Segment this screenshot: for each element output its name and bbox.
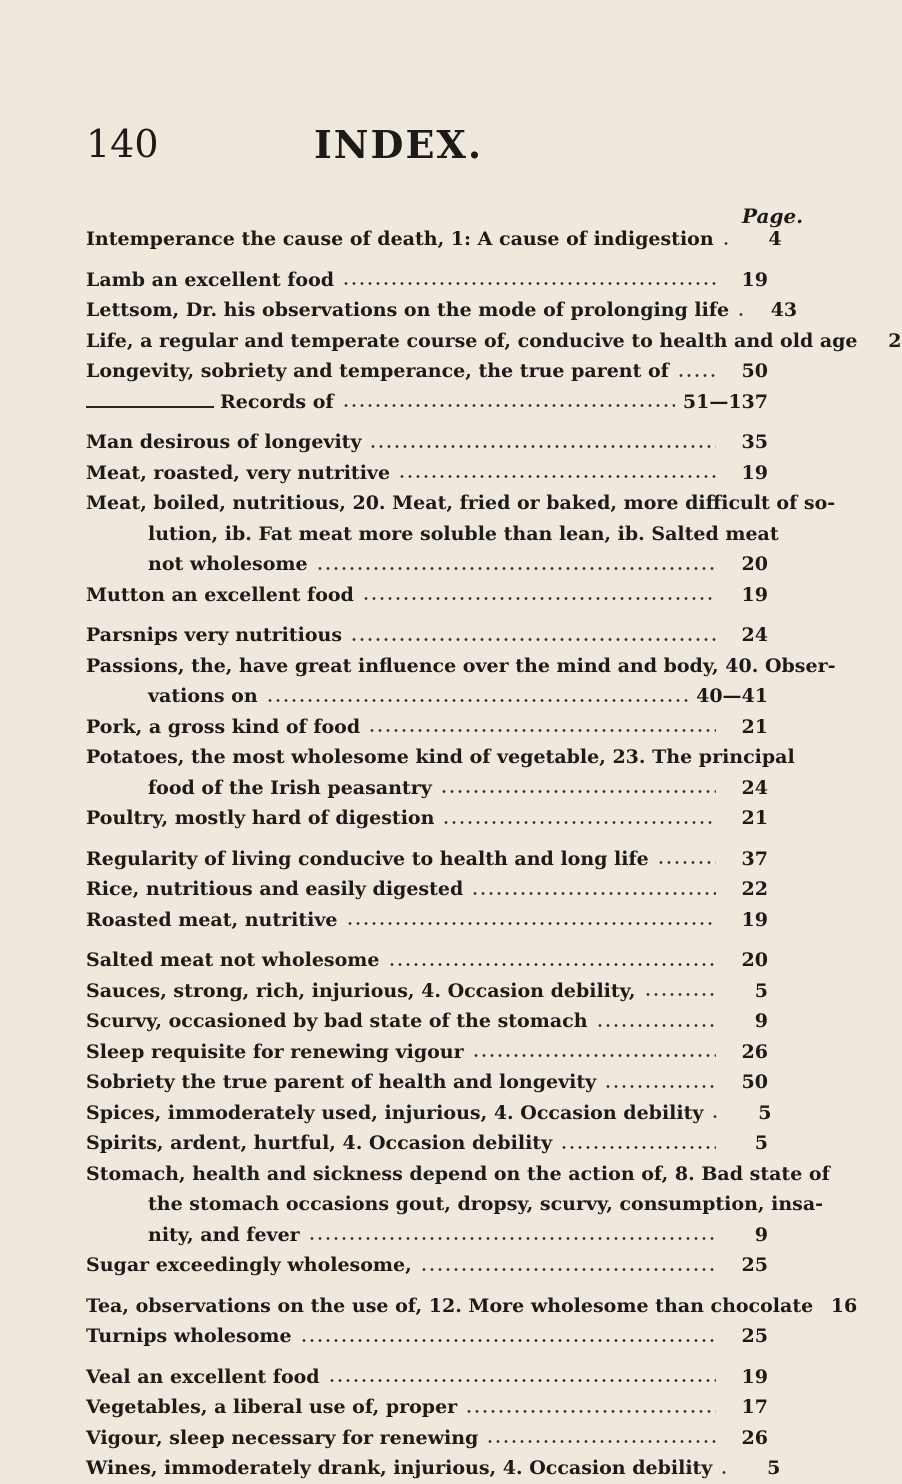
entry-page-number: 21 [741, 715, 768, 738]
page-title: INDEX. [314, 122, 484, 167]
entry-page-number: 4 [768, 228, 782, 250]
index-entry [86, 224, 782, 255]
index-entry [86, 427, 768, 458]
entry-text: Regularity of living conducive to health and long life [86, 847, 649, 870]
index-entry [86, 1189, 824, 1220]
index-entry [86, 681, 768, 712]
entry-page-number: 21 [741, 807, 768, 829]
dot-leader [560, 1146, 716, 1149]
entry-text: Man desirous of longevity [86, 431, 362, 453]
index-entry [86, 387, 768, 418]
index-entry [86, 1321, 768, 1352]
entry-page-number: 20 [741, 949, 768, 971]
index-entry [86, 1159, 830, 1190]
entry-text: Spices, immoderately used, injurious, 4. Occasion debility [86, 1101, 704, 1124]
dot-leader [362, 597, 716, 600]
dot-leader [720, 1471, 728, 1474]
entry-page-number: 26 [741, 1426, 768, 1449]
dot-leader [328, 1379, 716, 1382]
index-entry [86, 620, 768, 651]
dot-leader [342, 404, 675, 407]
index-entry [86, 1423, 768, 1454]
dot-leader [346, 922, 717, 925]
index-entry [86, 326, 902, 357]
entry-page-number: 40—41 [696, 685, 768, 707]
index-entry [86, 265, 768, 296]
dot-leader [350, 638, 716, 641]
entry-page-number: 37 [741, 847, 768, 870]
entry-text: Wines, immoderately drank, injurious, 4. Occasion debility [86, 1457, 713, 1479]
entry-text: Vegetables, a liberal use of, proper [86, 1396, 458, 1418]
index-entry [86, 651, 836, 682]
index-entry [86, 295, 798, 326]
entry-text: not wholesome [148, 553, 308, 575]
entry-page-number: 9 [754, 1010, 768, 1032]
entry-page-number: 5 [754, 979, 768, 1002]
entry-text: Life, a regular and temperate course of, conducive to health and old age [86, 329, 858, 352]
entry-page-number: 24 [741, 624, 768, 646]
dot-leader [737, 313, 745, 316]
dot-leader [369, 445, 716, 448]
entry-text: Rice, nutritious and easily digested [86, 878, 464, 900]
dot-leader [471, 892, 716, 895]
entry-text: Vigour, sleep necessary for renewing [86, 1426, 479, 1449]
entry-text: Spirits, ardent, hurtful, 4. Occasion debility [86, 1132, 553, 1154]
entry-text: Stomach, health and sickness depend on the action of, 8. Bad state of [86, 1162, 830, 1185]
entry-page-number: 50 [741, 360, 768, 382]
entry-page-number: 51—137 [682, 390, 768, 413]
index-entry [86, 549, 768, 580]
dot-leader [316, 567, 716, 570]
entry-text: Roasted meat, nutritive [86, 908, 338, 931]
page-column-label: Page. [742, 204, 804, 228]
entry-page-number: 19 [741, 908, 768, 931]
entry-page-number: 17 [741, 1396, 768, 1418]
entry-page-number: 5 [758, 1101, 772, 1124]
entry-page-number: 50 [741, 1071, 768, 1093]
dot-leader [596, 1024, 716, 1027]
entry-page-number: 43 [770, 299, 798, 321]
entry-text: Pork, a gross kind of food [86, 715, 361, 738]
entry-text: Scurvy, occasioned by bad state of the stomach [86, 1010, 588, 1032]
index-entry [86, 1006, 768, 1037]
entry-page-number: 16 [830, 1294, 858, 1317]
entry-page-number: 19 [741, 1365, 768, 1388]
entry-text: Tea, observations on the use of, 12. More wholesome than chocolate [86, 1294, 814, 1317]
entry-text: Sugar exceedingly wholesome, [86, 1254, 412, 1276]
entry-text: Lettsom, Dr. his observations on the mode of prolonging life [86, 299, 730, 321]
index-entry [86, 1362, 768, 1393]
entry-page-number: 19 [741, 268, 768, 291]
index-entry [86, 1453, 781, 1484]
index-entry [86, 742, 795, 773]
index-entry [86, 976, 768, 1007]
index-entries [86, 224, 902, 1484]
dot-leader [342, 282, 716, 285]
entry-text: the stomach occasions gout, dropsy, scurvy, consumption, insa- [148, 1193, 824, 1215]
dot-leader [442, 821, 716, 824]
index-entry [86, 1291, 858, 1322]
entry-text: lution, ib. Fat meat more soluble than lean, ib. Salted meat [148, 522, 779, 545]
entry-page-number: 25 [741, 1325, 768, 1347]
index-entry [86, 1128, 768, 1159]
entry-page-number: 9 [754, 1223, 768, 1246]
dot-leader [604, 1085, 716, 1088]
entry-page-number: 25 [741, 1254, 768, 1276]
entry-page-number: 5 [767, 1457, 781, 1479]
entry-text: Parsnips very nutritious [86, 624, 343, 646]
page-number: 140 [86, 122, 159, 166]
dot-leader [472, 1054, 716, 1057]
index-entry [86, 519, 779, 550]
ditto-dash [86, 406, 214, 408]
dot-leader [420, 1268, 716, 1271]
entry-text: Mutton an excellent food [86, 583, 354, 606]
index-entry [86, 874, 768, 905]
entry-text: Longevity, sobriety and temperance, the true parent of [86, 360, 669, 382]
dot-leader [388, 963, 717, 966]
entry-page-number: 22 [741, 878, 768, 900]
entry-text: food of the Irish peasantry [148, 776, 432, 799]
dot-leader [722, 242, 730, 245]
entry-text: Sleep requisite for renewing vigour [86, 1040, 464, 1063]
entry-text: Intemperance the cause of death, 1: A cause of indigestion [86, 228, 714, 250]
index-entry [86, 1392, 768, 1423]
entry-text: Records of [220, 390, 334, 413]
index-entry [86, 580, 768, 611]
index-entry [86, 1220, 768, 1251]
dot-leader [440, 790, 716, 793]
dot-leader [644, 993, 716, 996]
index-entry [86, 458, 768, 489]
entry-text: Turnips wholesome [86, 1325, 292, 1347]
dot-leader [677, 374, 716, 377]
entry-text: Sauces, strong, rich, injurious, 4. Occasion debility, [86, 979, 636, 1002]
dot-leader [486, 1440, 716, 1443]
entry-text: Passions, the, have great influence over the mind and body, 40. Obser- [86, 654, 836, 677]
entry-text: Potatoes, the most wholesome kind of vegetable, 23. The principal [86, 746, 795, 768]
index-entry [86, 1098, 772, 1129]
entry-page-number: 20 [741, 553, 768, 575]
index-entry [86, 1250, 768, 1281]
entry-page-number: 19 [741, 461, 768, 484]
entry-page-number: 35 [741, 431, 768, 453]
dot-leader [465, 1410, 716, 1413]
entry-page-number: 5 [754, 1132, 768, 1154]
entry-text: Lamb an excellent food [86, 268, 335, 291]
index-entry [86, 488, 836, 519]
index-entry [86, 1037, 768, 1068]
entry-text: Poultry, mostly hard of digestion [86, 807, 435, 829]
entry-text: Veal an excellent food [86, 1365, 320, 1388]
index-entry [86, 356, 768, 387]
entry-page-number: 24 [741, 776, 768, 799]
index-entry [86, 712, 768, 743]
entry-page-number: 19 [741, 583, 768, 606]
dot-leader [711, 1115, 719, 1118]
entry-text: vations on [148, 685, 258, 707]
dot-leader [657, 861, 716, 864]
index-entry [86, 1067, 768, 1098]
entry-text: nity, and fever [148, 1223, 300, 1246]
dot-leader [300, 1339, 716, 1342]
index-entry [86, 803, 768, 834]
index-entry [86, 905, 768, 936]
entry-text: Meat, boiled, nutritious, 20. Meat, fried or baked, more difficult of so- [86, 492, 836, 514]
entry-text: Salted meat not wholesome [86, 949, 380, 971]
entry-text: Meat, roasted, very nutritive [86, 461, 391, 484]
index-entry [86, 945, 768, 976]
entry-page-number: 26 [741, 1040, 768, 1063]
dot-leader [398, 475, 716, 478]
dot-leader [368, 729, 716, 732]
dot-leader [308, 1237, 716, 1240]
entry-text: Sobriety the true parent of health and longevity [86, 1071, 597, 1093]
dot-leader [266, 699, 688, 702]
index-entry [86, 773, 768, 804]
index-entry [86, 844, 768, 875]
entry-page-number: 2 [888, 329, 902, 352]
